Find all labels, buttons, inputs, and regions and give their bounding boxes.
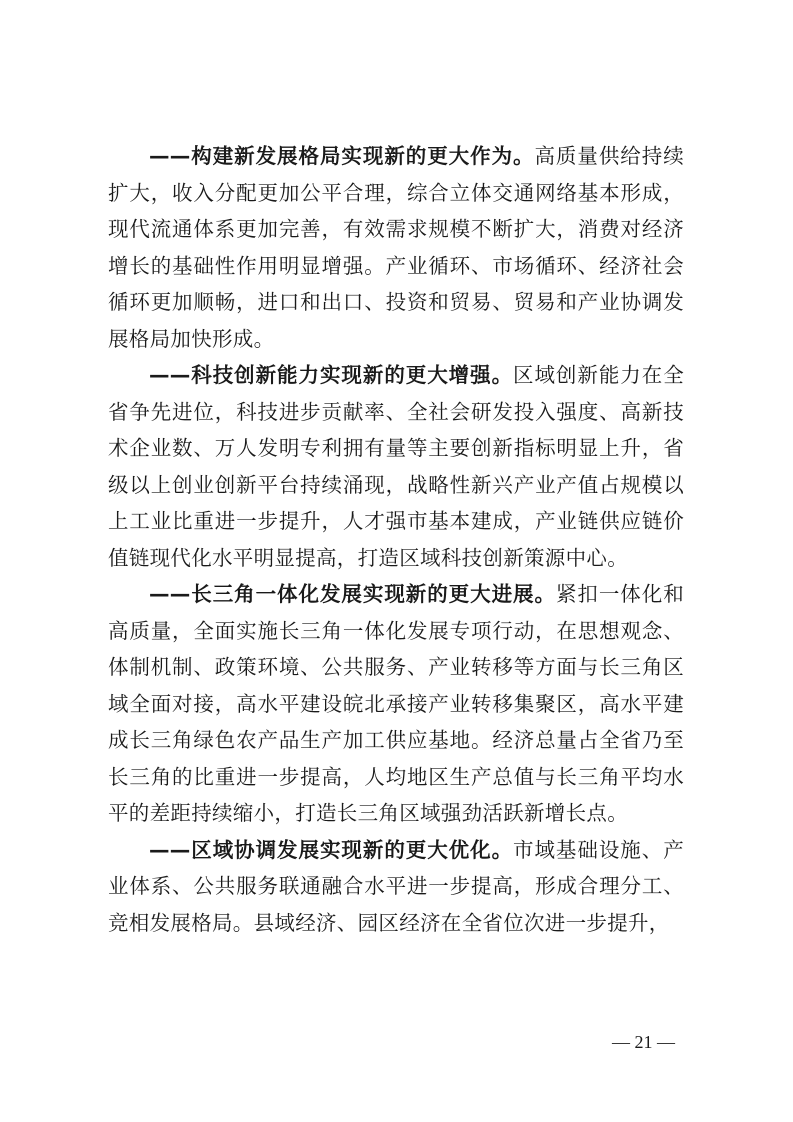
paragraph-text: 区域创新能力在全省争先进位，科技进步贡献率、全社会研发投入强度、高新技术企业数、万人发明专利拥有量等主要创新指标明显上升，省级以上创业创新平台持续涌现，战略性新兴产业产值占规模以上工业比重进一步提升，人才强市基本建成，产业链供应链价值链现代化水平明显提高，打造区域科技创新策源中心。 [108, 363, 684, 570]
paragraph-heading: ——长三角一体化发展实现新的更大进展。 [149, 582, 556, 606]
paragraph-new-development-pattern [108, 138, 684, 357]
paragraph-heading: ——构建新发展格局实现新的更大作为。 [149, 144, 535, 168]
paragraph-heading: ——科技创新能力实现新的更大增强。 [149, 363, 514, 387]
paragraph-text: 市域基础设施、产业体系、公共服务联通融合水平进一步提高，形成合理分工、竞相发展格局。县域经济、园区经济在全省位次进一步提升， [108, 837, 684, 935]
paragraph-text: 紧扣一体化和高质量，全面实施长三角一体化发展专项行动，在思想观念、体制机制、政策环境、公共服务、产业转移等方面与长三角区域全面对接，高水平建设皖北承接产业转移集聚区，高水平建成长三角绿色农产品生产加工供应基地。经济总量占全省乃至长三角的比重进一步提高，人均地区生产总值与长三角平均水平的差距持续缩小，打造长三角区域强劲活跃新增长点。 [108, 582, 684, 825]
paragraph-heading: ——区域协调发展实现新的更大优化。 [149, 837, 514, 862]
document-body [108, 138, 684, 941]
paragraph-tech-innovation [108, 357, 684, 576]
paragraph-regional-coordination [108, 832, 684, 942]
paragraph-text: 高质量供给持续扩大，收入分配更加公平合理，综合立体交通网络基本形成，现代流通体系更加完善，有效需求规模不断扩大，消费对经济增长的基础性作用明显增强。产业循环、市场循环、经济社会循环更加顺畅，进口和出口、投资和贸易、贸易和产业协调发展格局加快形成。 [108, 144, 684, 351]
paragraph-yangtze-delta [108, 576, 684, 832]
page-number: — 21 — [612, 1032, 675, 1052]
